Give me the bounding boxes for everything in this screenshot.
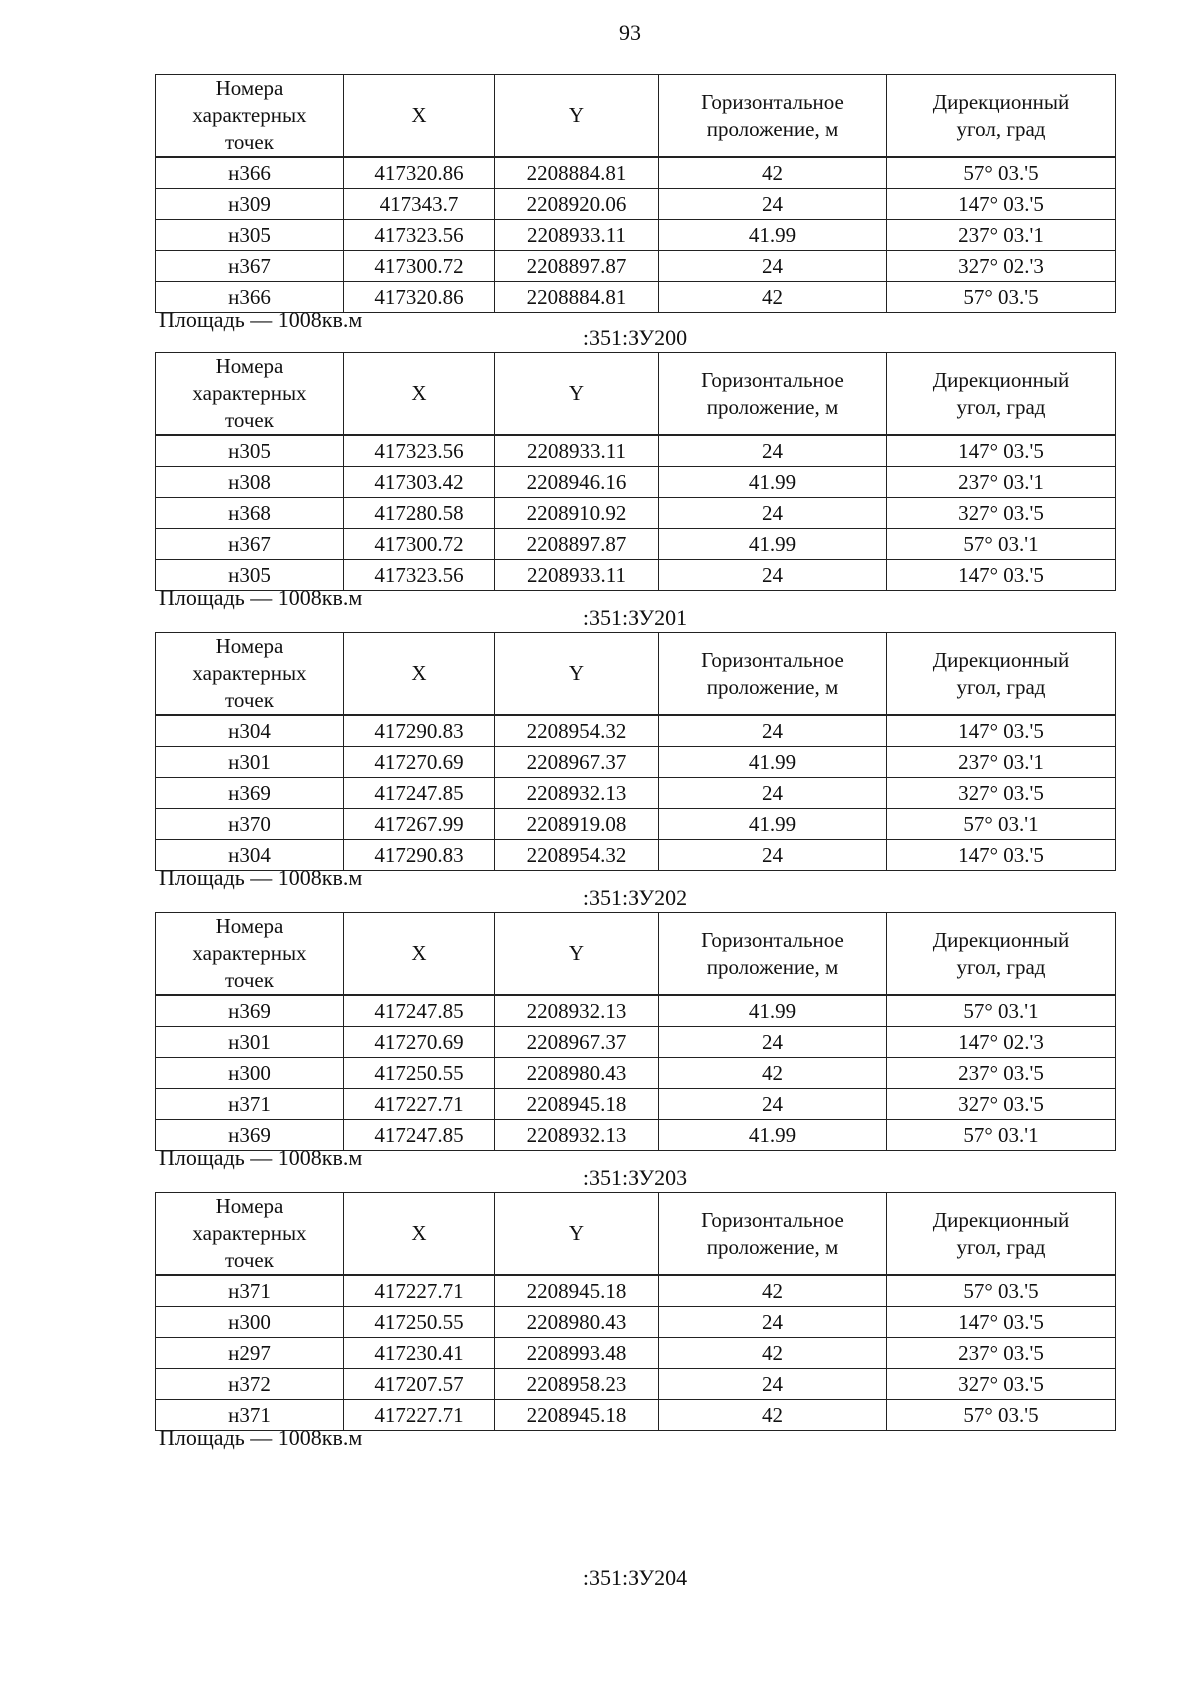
coordinates-table (155, 1192, 1116, 1431)
cell-distance: 24 (659, 498, 887, 529)
header-points (156, 633, 344, 716)
cell-angle: 57° 03.'5 (887, 282, 1116, 313)
header-x: X (344, 353, 495, 436)
cell-distance: 24 (659, 189, 887, 220)
cell-y: 2208945.18 (495, 1275, 659, 1307)
cell-x: 417280.58 (344, 498, 495, 529)
header-y: Y (495, 913, 659, 996)
cell-angle: 327° 03.'5 (887, 1089, 1116, 1120)
cell-angle: 57° 03.'1 (887, 529, 1116, 560)
cell-angle: 147° 03.'5 (887, 840, 1116, 871)
header-y: Y (495, 353, 659, 436)
cell-x: 417250.55 (344, 1058, 495, 1089)
cell-point: н300 (156, 1307, 344, 1338)
header-angle (887, 353, 1116, 436)
table-row (156, 1369, 1116, 1400)
table-row (156, 435, 1116, 467)
coordinate-block (155, 885, 1115, 1188)
cell-angle: 57° 03.'5 (887, 157, 1116, 189)
cell-x: 417247.85 (344, 995, 495, 1027)
table-row (156, 809, 1116, 840)
table-row (156, 1089, 1116, 1120)
cell-distance: 24 (659, 251, 887, 282)
area-text: Площадь — 1008кв.м (159, 1425, 363, 1450)
header-angle-label: Дирекционный угол, град (932, 647, 1070, 699)
cell-point: н369 (156, 995, 344, 1027)
cell-distance: 24 (659, 1089, 887, 1120)
cell-y: 2208920.06 (495, 189, 659, 220)
cell-angle: 147° 03.'5 (887, 435, 1116, 467)
cell-angle: 327° 02.'3 (887, 251, 1116, 282)
block-title: :351:ЗУ201 (582, 605, 688, 630)
header-angle-label: Дирекционный угол, град (932, 367, 1070, 419)
header-distance-label: Горизонтальное проложение, м (701, 927, 844, 979)
cell-y: 2208945.18 (495, 1400, 659, 1431)
cell-distance: 41.99 (659, 995, 887, 1027)
header-distance (659, 75, 887, 158)
cell-distance: 24 (659, 560, 887, 591)
cell-point: н367 (156, 251, 344, 282)
cell-angle: 237° 03.'5 (887, 1058, 1116, 1089)
block-title: :351:ЗУ203 (582, 1165, 688, 1190)
cell-y: 2208945.18 (495, 1089, 659, 1120)
cell-point: н371 (156, 1400, 344, 1431)
cell-point: н309 (156, 189, 344, 220)
header-x: X (344, 633, 495, 716)
cell-point: н305 (156, 435, 344, 467)
cell-angle: 57° 03.'5 (887, 1400, 1116, 1431)
cell-x: 417247.85 (344, 778, 495, 809)
cell-point: н301 (156, 1027, 344, 1058)
cell-angle: 327° 03.'5 (887, 778, 1116, 809)
cell-distance: 42 (659, 157, 887, 189)
table-row (156, 1338, 1116, 1369)
cell-x: 417320.86 (344, 282, 495, 313)
cell-angle: 57° 03.'1 (887, 809, 1116, 840)
header-distance-label: Горизонтальное проложение, м (701, 1207, 844, 1259)
cell-angle: 237° 03.'1 (887, 467, 1116, 498)
table-header-row (156, 75, 1116, 158)
coordinates-table (155, 912, 1116, 1151)
cell-point: н371 (156, 1089, 344, 1120)
cell-point: н305 (156, 220, 344, 251)
cell-distance: 41.99 (659, 529, 887, 560)
page-number: 93 (619, 20, 641, 45)
cell-x: 417250.55 (344, 1307, 495, 1338)
table-row (156, 747, 1116, 778)
cell-distance: 24 (659, 778, 887, 809)
cell-x: 417320.86 (344, 157, 495, 189)
cell-distance: 24 (659, 840, 887, 871)
next-section-title: :351:ЗУ204 (582, 1565, 688, 1590)
header-distance-label: Горизонтальное проложение, м (701, 647, 844, 699)
cell-angle: 237° 03.'1 (887, 747, 1116, 778)
header-distance (659, 1193, 887, 1276)
header-points-label: Номера характерных точек (192, 634, 307, 712)
coordinate-block (155, 1165, 1115, 1468)
cell-distance: 24 (659, 1027, 887, 1058)
cell-y: 2208897.87 (495, 529, 659, 560)
cell-point: н304 (156, 715, 344, 747)
header-angle (887, 1193, 1116, 1276)
header-points (156, 1193, 344, 1276)
area-text: Площадь — 1008кв.м (159, 1145, 363, 1170)
cell-angle: 147° 03.'5 (887, 1307, 1116, 1338)
cell-distance: 42 (659, 1058, 887, 1089)
header-angle (887, 75, 1116, 158)
cell-distance: 42 (659, 1275, 887, 1307)
header-angle-label: Дирекционный угол, град (932, 1207, 1070, 1259)
table-row (156, 995, 1116, 1027)
header-angle-label: Дирекционный угол, град (932, 89, 1070, 141)
cell-angle: 57° 03.'5 (887, 1275, 1116, 1307)
cell-x: 417323.56 (344, 560, 495, 591)
table-row (156, 498, 1116, 529)
cell-point: н367 (156, 529, 344, 560)
cell-angle: 147° 03.'5 (887, 715, 1116, 747)
area-text: Площадь — 1008кв.м (159, 585, 363, 610)
cell-y: 2208884.81 (495, 282, 659, 313)
cell-x: 417247.85 (344, 1120, 495, 1151)
cell-distance: 41.99 (659, 1120, 887, 1151)
cell-y: 2208967.37 (495, 1027, 659, 1058)
cell-y: 2208897.87 (495, 251, 659, 282)
header-x: X (344, 913, 495, 996)
coordinates-table (155, 632, 1116, 871)
cell-y: 2208884.81 (495, 157, 659, 189)
cell-distance: 41.99 (659, 747, 887, 778)
table-header-row (156, 353, 1116, 436)
header-distance (659, 633, 887, 716)
header-angle (887, 913, 1116, 996)
cell-x: 417300.72 (344, 529, 495, 560)
cell-x: 417227.71 (344, 1400, 495, 1431)
table-header-row (156, 913, 1116, 996)
cell-angle: 57° 03.'1 (887, 1120, 1116, 1151)
cell-x: 417270.69 (344, 747, 495, 778)
block-title: :351:ЗУ200 (582, 325, 688, 350)
coordinates-table (155, 352, 1116, 591)
cell-angle: 327° 03.'5 (887, 498, 1116, 529)
header-y: Y (495, 75, 659, 158)
cell-y: 2208967.37 (495, 747, 659, 778)
cell-x: 417270.69 (344, 1027, 495, 1058)
cell-y: 2208933.11 (495, 435, 659, 467)
cell-distance: 41.99 (659, 809, 887, 840)
cell-distance: 24 (659, 435, 887, 467)
cell-point: н308 (156, 467, 344, 498)
header-points-label: Номера характерных точек (192, 76, 307, 154)
cell-x: 417227.71 (344, 1089, 495, 1120)
table-row (156, 1307, 1116, 1338)
cell-point: н371 (156, 1275, 344, 1307)
cell-x: 417230.41 (344, 1338, 495, 1369)
header-distance-label: Горизонтальное проложение, м (701, 367, 844, 419)
cell-x: 417227.71 (344, 1275, 495, 1307)
header-y: Y (495, 1193, 659, 1276)
cell-angle: 237° 03.'1 (887, 220, 1116, 251)
cell-y: 2208910.92 (495, 498, 659, 529)
cell-point: н372 (156, 1369, 344, 1400)
coordinate-block (155, 325, 1115, 628)
table-row (156, 715, 1116, 747)
cell-y: 2208980.43 (495, 1058, 659, 1089)
area-text: Площадь — 1008кв.м (159, 865, 363, 890)
cell-y: 2208932.13 (495, 995, 659, 1027)
cell-point: н370 (156, 809, 344, 840)
cell-x: 417290.83 (344, 715, 495, 747)
cell-point: н301 (156, 747, 344, 778)
cell-y: 2208946.16 (495, 467, 659, 498)
cell-point: н305 (156, 560, 344, 591)
cell-x: 417323.56 (344, 220, 495, 251)
header-points-label: Номера характерных точек (192, 914, 307, 992)
cell-angle: 147° 03.'5 (887, 189, 1116, 220)
table-row (156, 251, 1116, 282)
cell-y: 2208993.48 (495, 1338, 659, 1369)
header-angle-label: Дирекционный угол, град (932, 927, 1070, 979)
table-row (156, 529, 1116, 560)
cell-angle: 147° 02.'3 (887, 1027, 1116, 1058)
cell-distance: 24 (659, 715, 887, 747)
header-points (156, 353, 344, 436)
cell-distance: 41.99 (659, 220, 887, 251)
cell-angle: 147° 03.'5 (887, 560, 1116, 591)
cell-x: 417323.56 (344, 435, 495, 467)
cell-distance: 42 (659, 282, 887, 313)
header-points-label: Номера характерных точек (192, 1194, 307, 1272)
header-points-label: Номера характерных точек (192, 354, 307, 432)
header-distance (659, 353, 887, 436)
cell-y: 2208933.11 (495, 220, 659, 251)
table-row (156, 1027, 1116, 1058)
header-distance (659, 913, 887, 996)
area-text: Площадь — 1008кв.м (159, 307, 363, 332)
header-x: X (344, 1193, 495, 1276)
cell-y: 2208932.13 (495, 778, 659, 809)
cell-y: 2208954.32 (495, 840, 659, 871)
table-row (156, 467, 1116, 498)
table-row (156, 157, 1116, 189)
coordinate-block (155, 605, 1115, 908)
cell-y: 2208954.32 (495, 715, 659, 747)
cell-point: н366 (156, 282, 344, 313)
cell-x: 417303.42 (344, 467, 495, 498)
cell-angle: 57° 03.'1 (887, 995, 1116, 1027)
cell-distance: 42 (659, 1400, 887, 1431)
table-row (156, 778, 1116, 809)
cell-x: 417300.72 (344, 251, 495, 282)
header-angle (887, 633, 1116, 716)
cell-point: н304 (156, 840, 344, 871)
cell-y: 2208919.08 (495, 809, 659, 840)
table-row (156, 220, 1116, 251)
block-title: :351:ЗУ202 (582, 885, 688, 910)
header-y: Y (495, 633, 659, 716)
cell-point: н366 (156, 157, 344, 189)
cell-y: 2208932.13 (495, 1120, 659, 1151)
coordinates-table (155, 74, 1116, 313)
header-points (156, 75, 344, 158)
cell-point: н369 (156, 1120, 344, 1151)
cell-x: 417267.99 (344, 809, 495, 840)
cell-x: 417290.83 (344, 840, 495, 871)
table-row (156, 1275, 1116, 1307)
cell-point: н368 (156, 498, 344, 529)
cell-point: н300 (156, 1058, 344, 1089)
cell-angle: 327° 03.'5 (887, 1369, 1116, 1400)
cell-y: 2208958.23 (495, 1369, 659, 1400)
header-distance-label: Горизонтальное проложение, м (701, 89, 844, 141)
cell-distance: 24 (659, 1369, 887, 1400)
cell-x: 417207.57 (344, 1369, 495, 1400)
table-header-row (156, 633, 1116, 716)
header-points (156, 913, 344, 996)
coordinate-block (155, 50, 1115, 350)
cell-point: н369 (156, 778, 344, 809)
cell-distance: 42 (659, 1338, 887, 1369)
cell-angle: 237° 03.'5 (887, 1338, 1116, 1369)
table-row (156, 189, 1116, 220)
cell-distance: 41.99 (659, 467, 887, 498)
cell-x: 417343.7 (344, 189, 495, 220)
cell-point: н297 (156, 1338, 344, 1369)
cell-y: 2208980.43 (495, 1307, 659, 1338)
table-header-row (156, 1193, 1116, 1276)
cell-y: 2208933.11 (495, 560, 659, 591)
header-x: X (344, 75, 495, 158)
table-row (156, 1058, 1116, 1089)
cell-distance: 24 (659, 1307, 887, 1338)
